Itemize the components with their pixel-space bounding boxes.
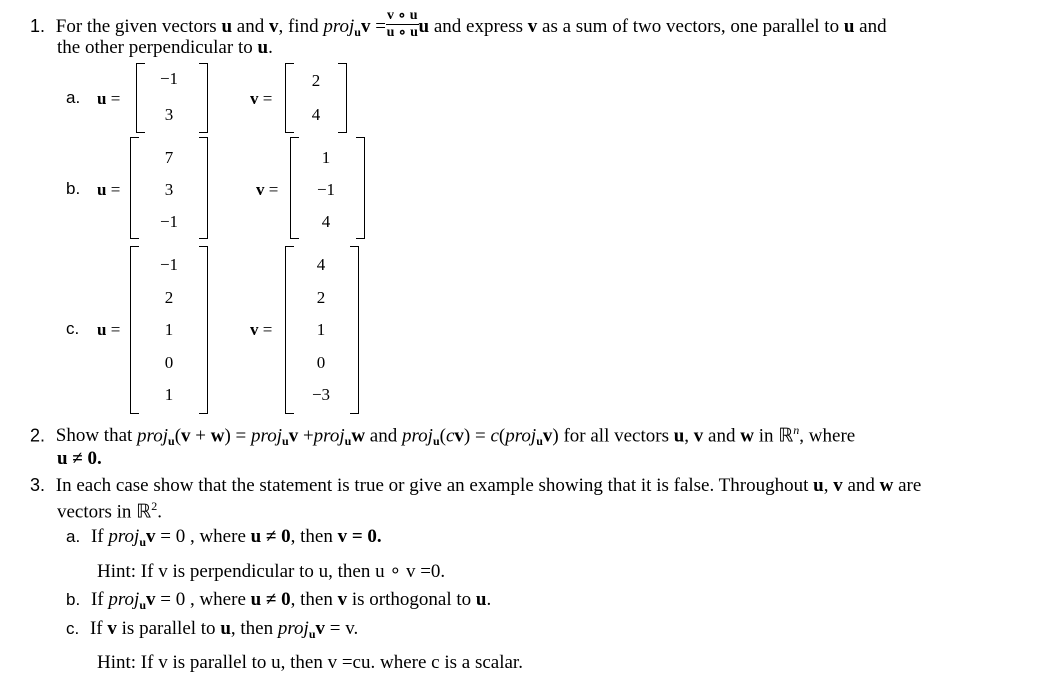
problem-3-line-1: 3. In each case show that the statement is true or give an example showing that it is false. Throughout u, v and w are [30, 475, 922, 496]
problem-2-number: 2. [30, 425, 46, 446]
part-c-u-entry: −1 [159, 255, 179, 274]
part-c-u-entry: 2 [164, 288, 174, 307]
part-a-v-bracket-left [285, 63, 294, 133]
part-a-v-bracket-right [338, 63, 347, 133]
part-b-u-entry: 7 [164, 148, 174, 167]
part-b-v-entry: −1 [316, 180, 336, 199]
problem-3-hint-c: Hint: If v is parallel to u, then v =cu. where c is a scalar. [97, 652, 523, 673]
part-b-u-bracket-left [130, 137, 139, 239]
part-a-v-entry: 4 [311, 105, 321, 124]
part-b-u-bracket-right [199, 137, 208, 239]
part-a-label: a. [66, 88, 81, 107]
problem-3-number: 3. [30, 475, 46, 495]
problem-3-item-a: a. If proj$_u$v = 0 , where u ≠ 0, then v = 0. [66, 526, 382, 549]
part-b-u-entry: −1 [159, 212, 179, 231]
part-a-u-entry: 3 [164, 105, 174, 124]
part-c-u-bracket-left [130, 246, 139, 414]
part-a-v-entry: 2 [311, 71, 321, 90]
part-c-v-entry: 1 [316, 320, 326, 339]
part-b-v-entry: 4 [321, 212, 331, 231]
part-c-u-bracket-right [199, 246, 208, 414]
part-c-v-bracket-right [350, 246, 359, 414]
part-b-u-equals: u = [97, 180, 121, 199]
part-b-u-entry: 3 [164, 180, 174, 199]
part-a-u-entry: −1 [159, 69, 179, 88]
projection-fraction: $\frac{v \circ u}{u \circ u}$ [386, 8, 418, 40]
part-b-v-entry: 1 [321, 148, 331, 167]
part-b-label: b. [66, 179, 81, 198]
part-a-v-equals: v = [250, 89, 273, 108]
part-b-v-bracket-left [290, 137, 299, 239]
part-c-v-bracket-left [285, 246, 294, 414]
problem-1-line-1: 1. For the given vectors u and v, find proj$_u$v = $\frac{v \circ u}{u \circ u}$ u and express v as a sum of two vectors, one parallel to u and [30, 8, 887, 40]
part-b-v-bracket-right [356, 137, 365, 239]
problem-1-number: 1. [30, 15, 46, 36]
part-c-v-entry: 4 [316, 255, 326, 274]
part-a-u-bracket-right [199, 63, 208, 133]
part-b-v-equals: v = [256, 180, 279, 199]
problem-2-line-1: 2. Show that proj$_u$(v + w) = proj$_u$v +proj$_u$w and proj$_u$(cv) = c(proj$_u$v) for all vectors u, v and w in ℝ$^n$, where [30, 423, 856, 449]
part-c-u-entry: 0 [164, 353, 174, 372]
part-c-u-equals: u = [97, 320, 121, 339]
part-a-u-equals: u = [97, 89, 121, 108]
problem-2-line-2: u ≠ 0. [57, 448, 102, 469]
part-c-v-equals: v = [250, 320, 273, 339]
part-c-u-entry: 1 [164, 320, 174, 339]
part-c-v-entry: 0 [316, 353, 326, 372]
part-c-v-entry: 2 [316, 288, 326, 307]
problem-3-item-c: c. If v is parallel to u, then proj$_u$v = v. [66, 618, 359, 641]
part-a-u-bracket-left [136, 63, 145, 133]
problem-3-line-2: vectors in ℝ$^2$. [57, 499, 162, 523]
part-c-u-entry: 1 [164, 385, 174, 404]
problem-3-hint-a: Hint: If v is perpendicular to u, then u ∘ v =0. [97, 561, 446, 582]
problem-3-item-b: b. If proj$_u$v = 0 , where u ≠ 0, then v is orthogonal to u. [66, 589, 492, 612]
problem-1-line-2: the other perpendicular to u. [57, 37, 273, 58]
part-c-v-entry: −3 [311, 385, 331, 404]
part-c-label: c. [66, 319, 80, 338]
